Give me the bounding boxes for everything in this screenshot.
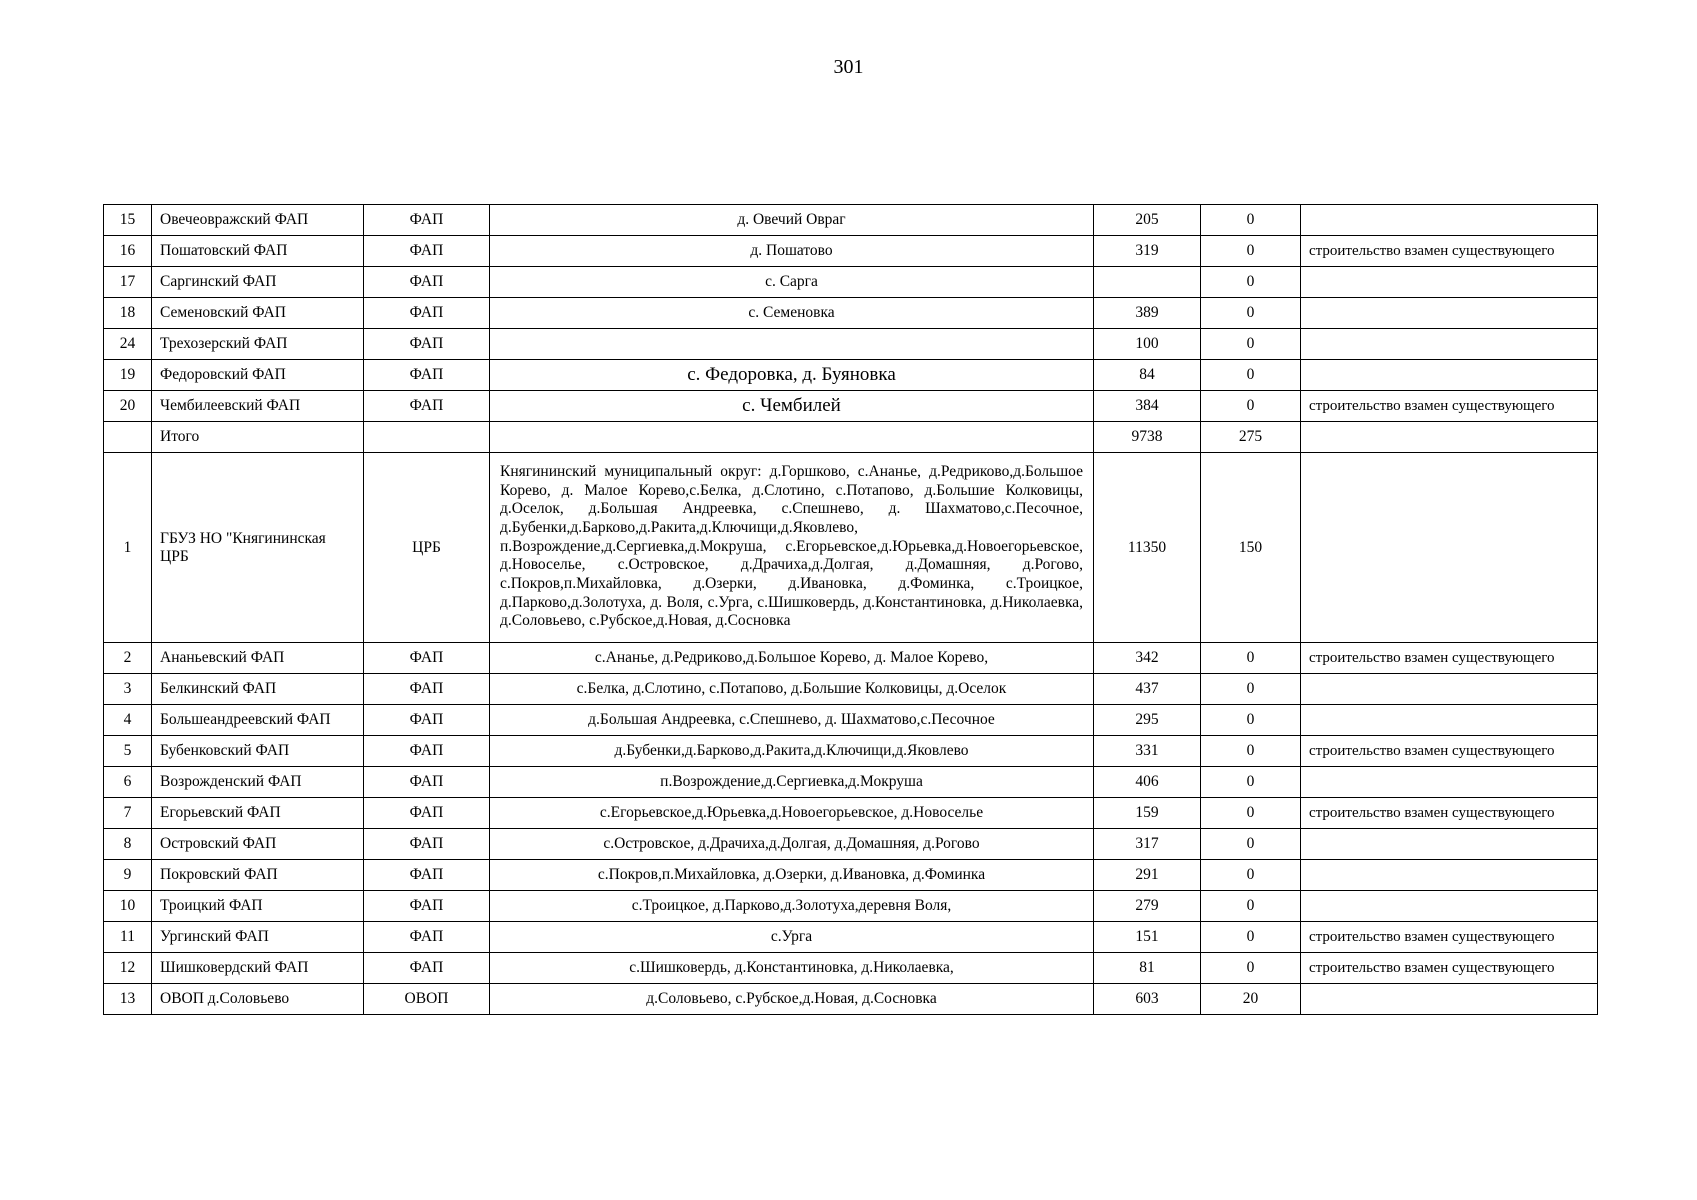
facility-type: ФАП: [364, 360, 490, 391]
facility-name: Семеновский ФАП: [152, 298, 364, 329]
note: строительство взамен существующего: [1301, 391, 1598, 422]
row-number: 9: [104, 860, 152, 891]
note: строительство взамен существующего: [1301, 736, 1598, 767]
facility-name: Бубенковский ФАП: [152, 736, 364, 767]
population-count: 81: [1094, 953, 1201, 984]
row-number: 17: [104, 267, 152, 298]
table-row: [104, 267, 1598, 298]
population-count: 84: [1094, 360, 1201, 391]
population-count: 317: [1094, 829, 1201, 860]
population-count: 100: [1094, 329, 1201, 360]
facility-name: Трехозерский ФАП: [152, 329, 364, 360]
service-area: д.Бубенки,д.Барково,д.Ракита,д.Ключищи,д.Яковлево: [490, 736, 1094, 767]
population-count: 205: [1094, 205, 1201, 236]
row-number: 20: [104, 391, 152, 422]
table-row-total: [104, 422, 1598, 453]
population-count: 437: [1094, 674, 1201, 705]
facility-type: ЦРБ: [364, 453, 490, 643]
note: [1301, 674, 1598, 705]
facility-name: Пошатовский ФАП: [152, 236, 364, 267]
table-row: [104, 984, 1598, 1015]
total-label: Итого: [152, 422, 364, 453]
note: [1301, 860, 1598, 891]
page-number: 301: [833, 56, 864, 78]
beds-count: 0: [1201, 767, 1301, 798]
table-row: [104, 705, 1598, 736]
table-row: [104, 829, 1598, 860]
table-row: [104, 643, 1598, 674]
row-number: 8: [104, 829, 152, 860]
facility-type: ОВОП: [364, 984, 490, 1015]
population-count: 319: [1094, 236, 1201, 267]
row-number: 5: [104, 736, 152, 767]
facility-name: Ургинский ФАП: [152, 922, 364, 953]
beds-count: 0: [1201, 705, 1301, 736]
note: строительство взамен существующего: [1301, 922, 1598, 953]
population-count: 291: [1094, 860, 1201, 891]
population-count: 279: [1094, 891, 1201, 922]
note: [1301, 360, 1598, 391]
beds-count: 0: [1201, 236, 1301, 267]
beds-count: 150: [1201, 453, 1301, 643]
facility-type: ФАП: [364, 767, 490, 798]
beds-count: 0: [1201, 922, 1301, 953]
service-area: с. Сарга: [490, 267, 1094, 298]
facility-type: ФАП: [364, 236, 490, 267]
row-number: 11: [104, 922, 152, 953]
facility-name: Троицкий ФАП: [152, 891, 364, 922]
facility-name: Саргинский ФАП: [152, 267, 364, 298]
table-row: [104, 360, 1598, 391]
facility-name: Островский ФАП: [152, 829, 364, 860]
row-number: 24: [104, 329, 152, 360]
population-count: 295: [1094, 705, 1201, 736]
table-row: [104, 922, 1598, 953]
row-number: 3: [104, 674, 152, 705]
note: строительство взамен существующего: [1301, 236, 1598, 267]
beds-count: 20: [1201, 984, 1301, 1015]
table-row: [104, 236, 1598, 267]
population-count: 331: [1094, 736, 1201, 767]
note: [1301, 329, 1598, 360]
beds-count: 0: [1201, 391, 1301, 422]
service-area: [490, 329, 1094, 360]
facility-type: ФАП: [364, 798, 490, 829]
facility-name: Покровский ФАП: [152, 860, 364, 891]
row-number: 15: [104, 205, 152, 236]
table-row: [104, 674, 1598, 705]
population-count: 151: [1094, 922, 1201, 953]
service-area: д. Овечий Овраг: [490, 205, 1094, 236]
facility-name: Овечеовражский ФАП: [152, 205, 364, 236]
note: [1301, 267, 1598, 298]
facility-name: Егорьевский ФАП: [152, 798, 364, 829]
facility-type: ФАП: [364, 643, 490, 674]
population-count: 11350: [1094, 453, 1201, 643]
service-area: д. Пошатово: [490, 236, 1094, 267]
service-area: д.Большая Андреевка, с.Спешнево, д. Шахматово,с.Песочное: [490, 705, 1094, 736]
row-number: 18: [104, 298, 152, 329]
facility-type: ФАП: [364, 674, 490, 705]
facility-type: ФАП: [364, 391, 490, 422]
note: [1301, 205, 1598, 236]
service-area: с. Федоровка, д. Буяновка: [490, 360, 1094, 391]
service-area: с.Ананье, д.Редриково,д.Большое Корево, д. Малое Корево,: [490, 643, 1094, 674]
service-area: с.Покров,п.Михайловка, д.Озерки, д.Ивановка, д.Фоминка: [490, 860, 1094, 891]
facility-name: ОВОП д.Соловьево: [152, 984, 364, 1015]
beds-count: 0: [1201, 829, 1301, 860]
facility-type: ФАП: [364, 891, 490, 922]
service-area: с.Островское, д.Драчиха,д.Долгая, д.Домашняя, д.Рогово: [490, 829, 1094, 860]
beds-count: 0: [1201, 798, 1301, 829]
facility-type: ФАП: [364, 736, 490, 767]
service-area: с.Урга: [490, 922, 1094, 953]
beds-count: 0: [1201, 736, 1301, 767]
table-row: [104, 298, 1598, 329]
facility-type: [364, 422, 490, 453]
row-number: 12: [104, 953, 152, 984]
service-area: с.Белка, д.Слотино, с.Потапово, д.Большие Колковицы, д.Оселок: [490, 674, 1094, 705]
row-number: 10: [104, 891, 152, 922]
facility-type: ФАП: [364, 829, 490, 860]
population-total: 9738: [1094, 422, 1201, 453]
note: [1301, 829, 1598, 860]
note: строительство взамен существующего: [1301, 798, 1598, 829]
service-area: с. Семеновка: [490, 298, 1094, 329]
service-area: с.Троицкое, д.Парково,д.Золотуха,деревня Воля,: [490, 891, 1094, 922]
facility-name: Возрожденский ФАП: [152, 767, 364, 798]
beds-count: 0: [1201, 360, 1301, 391]
beds-count: 0: [1201, 205, 1301, 236]
population-count: 389: [1094, 298, 1201, 329]
facility-name: Федоровский ФАП: [152, 360, 364, 391]
note: [1301, 767, 1598, 798]
note: [1301, 453, 1598, 643]
service-area: с. Чембилей: [490, 391, 1094, 422]
beds-count: 0: [1201, 953, 1301, 984]
service-area: Княгининский муниципальный округ: д.Горшково, с.Ананье, д.Редриково,д.Большое Корево, д. Малое Корево,с.Белка, д.Слотино, с.Потапово, д.Большие Колковицы, д.Оселок, д.Большая Андреевка, с.Спешнево, д. Шахматово,с.Песочное, д.Бубенки,д.Барково,д.Ракита,д.Ключищи,д.Яковлево, п.Возрождение,д.Сергиевка,д.Мокруша, с.Егорьевское,д.Юрьевка,д.Новоегорьевское, д.Новоселье, с.Островское, д.Драчиха,д.Долгая, д.Домашняя, д.Рогово, с.Покров,п.Михайловка, д.Озерки, д.Ивановка, д.Фоминка, с.Троицкое, д.Парково,д.Золотуха, д. Воля, с.Урга, с.Шишковердь, д.Константиновка, д.Николаевка, д.Соловьево, с.Рубское,д.Новая, д.Сосновка: [490, 453, 1094, 643]
population-count: 342: [1094, 643, 1201, 674]
note: строительство взамен существующего: [1301, 643, 1598, 674]
population-count: 384: [1094, 391, 1201, 422]
table-row: [104, 205, 1598, 236]
beds-count: 0: [1201, 298, 1301, 329]
service-area: с.Егорьевское,д.Юрьевка,д.Новоегорьевское, д.Новоселье: [490, 798, 1094, 829]
beds-count: 0: [1201, 329, 1301, 360]
row-number: [104, 422, 152, 453]
note: [1301, 422, 1598, 453]
row-number: 1: [104, 453, 152, 643]
service-area: п.Возрождение,д.Сергиевка,д.Мокруша: [490, 767, 1094, 798]
table-row: [104, 860, 1598, 891]
row-number: 4: [104, 705, 152, 736]
facility-type: ФАП: [364, 267, 490, 298]
beds-count: 0: [1201, 860, 1301, 891]
note: [1301, 298, 1598, 329]
service-area: с.Шишковердь, д.Константиновка, д.Николаевка,: [490, 953, 1094, 984]
facility-name: Ананьевский ФАП: [152, 643, 364, 674]
table-row: [104, 891, 1598, 922]
facility-name: ГБУЗ НО "Княгининская ЦРБ: [152, 453, 364, 643]
table-row: [104, 329, 1598, 360]
facility-type: ФАП: [364, 860, 490, 891]
row-number: 16: [104, 236, 152, 267]
note: [1301, 984, 1598, 1015]
row-number: 2: [104, 643, 152, 674]
table-row: [104, 391, 1598, 422]
row-number: 19: [104, 360, 152, 391]
facility-name: Большеандреевский ФАП: [152, 705, 364, 736]
beds-count: 0: [1201, 891, 1301, 922]
note: строительство взамен существующего: [1301, 953, 1598, 984]
table-row: [104, 767, 1598, 798]
facility-name: Чембилеевский ФАП: [152, 391, 364, 422]
population-count: 159: [1094, 798, 1201, 829]
facility-type: ФАП: [364, 298, 490, 329]
service-area: д.Соловьево, с.Рубское,д.Новая, д.Сосновка: [490, 984, 1094, 1015]
note: [1301, 891, 1598, 922]
row-number: 6: [104, 767, 152, 798]
table-row: [104, 798, 1598, 829]
table-row: [104, 736, 1598, 767]
table-row: [104, 953, 1598, 984]
facility-type: ФАП: [364, 205, 490, 236]
beds-count: 0: [1201, 674, 1301, 705]
table-row: [104, 453, 1598, 643]
beds-count: 0: [1201, 643, 1301, 674]
row-number: 7: [104, 798, 152, 829]
service-area: [490, 422, 1094, 453]
beds-count: 0: [1201, 267, 1301, 298]
population-count: [1094, 267, 1201, 298]
facility-name: Шишковердский ФАП: [152, 953, 364, 984]
population-count: 603: [1094, 984, 1201, 1015]
facilities-table: [103, 204, 1598, 1015]
beds-total: 275: [1201, 422, 1301, 453]
facility-type: ФАП: [364, 705, 490, 736]
note: [1301, 705, 1598, 736]
facility-type: ФАП: [364, 329, 490, 360]
facility-type: ФАП: [364, 953, 490, 984]
facility-name: Белкинский ФАП: [152, 674, 364, 705]
row-number: 13: [104, 984, 152, 1015]
facility-type: ФАП: [364, 922, 490, 953]
population-count: 406: [1094, 767, 1201, 798]
